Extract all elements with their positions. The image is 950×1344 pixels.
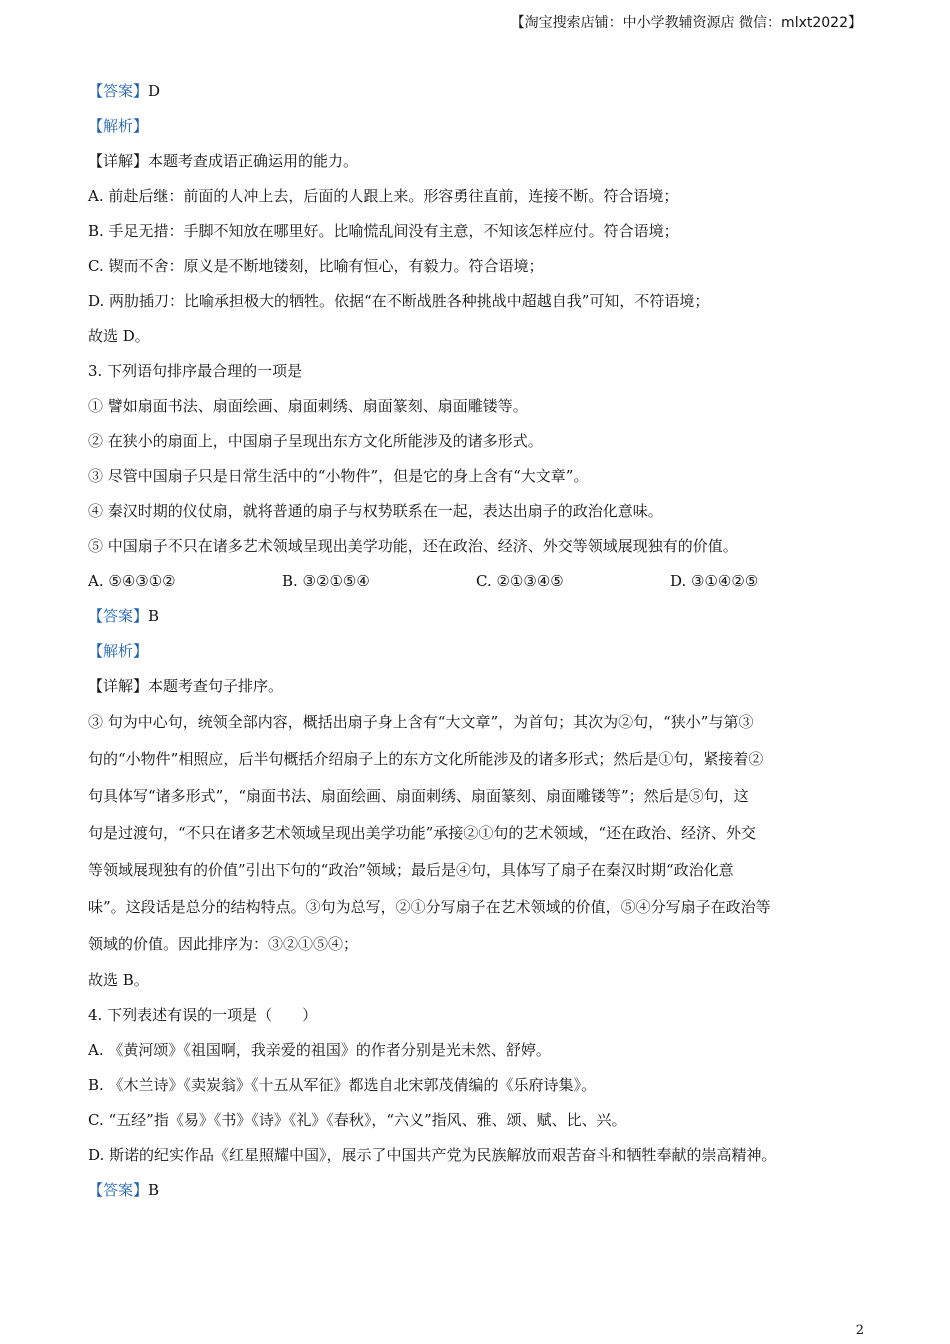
document-body: [88, 74, 868, 1208]
option-b: B. 《木兰诗》《卖炭翁》《十五从军征》都选自北宋郭茂倩编的《乐府诗集》。: [88, 1076, 597, 1094]
answer-tag: 【答案】: [88, 82, 149, 100]
detail-text: 本题考查成语正确运用的能力。: [148, 152, 359, 170]
answer-value: B: [148, 1181, 160, 1199]
option-c: C. “五经”指《易》《书》《诗》《礼》《春秋》，“六义”指风、雅、颂、赋、比、兴。: [88, 1111, 627, 1129]
detail-tag: 【详解】: [88, 677, 149, 695]
explanation-line: D. 两肋插刀：比喻承担极大的牺牲。依据“在不断战胜各种挑战中超越自我”可知，不符语境；: [88, 292, 710, 310]
options-row: [88, 564, 868, 599]
answer-value: D: [148, 82, 161, 100]
paragraph-line: ③ 句为中心句，统领全部内容，概括出扇子身上含有“大文章”，为首句；其次为②句，“狭小”与第③: [88, 713, 754, 731]
option-c: C. ②①③④⑤: [476, 572, 564, 590]
option-d: D. 斯诺的纪实作品《红星照耀中国》，展示了中国共产党为民族解放而艰苦奋斗和牺牲奉献的崇高精神。: [88, 1146, 777, 1164]
option-b: B. ③②①⑤④: [282, 572, 370, 590]
paragraph-line: 句的“小物件”相照应，后半句概括介绍扇子上的东方文化所能涉及的诸多形式；然后是①句，紧接着②: [88, 750, 764, 768]
conclusion-line: 故选 D。: [88, 327, 150, 345]
sentence-item: ① 譬如扇面书法、扇面绘画、扇面刺绣、扇面篆刻、扇面雕镂等。: [88, 397, 528, 415]
paragraph-line: 领域的价值。因此排序为：③②①⑤④；: [88, 935, 359, 953]
analysis-line: [88, 109, 868, 144]
answer-line: [88, 599, 868, 634]
paragraph-line: 句具体写“诸多形式”，“扇面书法、扇面绘画、扇面刺绣、扇面篆刻、扇面雕镂等”；然后是⑤句，这: [88, 787, 749, 805]
answer-tag: 【答案】: [88, 607, 149, 625]
sentence-item: ② 在狭小的扇面上，中国扇子呈现出东方文化所能涉及的诸多形式。: [88, 432, 543, 450]
question-stem: 4. 下列表述有误的一项是（ ）: [88, 1006, 318, 1024]
question-stem: 3. 下列语句排序最合理的一项是: [88, 362, 303, 380]
page-number: 2: [855, 1323, 864, 1338]
paragraph-line: 等领域展现独有的价值”引出下句的“政治”领域；最后是④句，具体写了扇子在秦汉时期“政治化意: [88, 861, 734, 879]
explanation-paragraph: [88, 704, 868, 963]
explanation-line: C. 锲而不舍：原义是不断地镂刻，比喻有恒心，有毅力。符合语境；: [88, 257, 544, 275]
analysis-line: [88, 634, 868, 669]
detail-line: [88, 669, 868, 704]
answer-line: [88, 74, 868, 109]
answer-line: [88, 1173, 868, 1208]
page-header-watermark: 【淘宝搜索店铺：中小学教辅资源店 微信：mlxt2022】: [510, 15, 862, 31]
option-a: A. 《黄河颂》《祖国啊，我亲爱的祖国》的作者分别是光未然、舒婷。: [88, 1041, 551, 1059]
conclusion-line: 故选 B。: [88, 971, 149, 989]
option-a: A. ⑤④③①②: [88, 572, 176, 590]
paragraph-line: 味”。这段话是总分的结构特点。③句为总写，②①分写扇子在艺术领域的价值，⑤④分写扇子在政治等: [88, 898, 771, 916]
explanation-line: B. 手足无措：手脚不知放在哪里好。比喻慌乱间没有主意，不知该怎样应付。符合语境；: [88, 222, 679, 240]
sentence-item: ⑤ 中国扇子不只在诸多艺术领域呈现出美学功能，还在政治、经济、外交等领域展现独有的价值。: [88, 537, 738, 555]
option-d: D. ③①④②⑤: [670, 572, 759, 590]
sentence-item: ④ 秦汉时期的仪仗扇，就将普通的扇子与权势联系在一起，表达出扇子的政治化意味。: [88, 502, 663, 520]
answer-value: B: [148, 607, 160, 625]
sentence-item: ③ 尽管中国扇子只是日常生活中的“小物件”，但是它的身上含有“大文章”。: [88, 467, 589, 485]
explanation-line: A. 前赴后继：前面的人冲上去，后面的人跟上来。形容勇往直前，连接不断。符合语境；: [88, 187, 679, 205]
analysis-tag: 【解析】: [88, 642, 149, 660]
detail-tag: 【详解】: [88, 152, 149, 170]
analysis-tag: 【解析】: [88, 117, 149, 135]
paragraph-line: 句是过渡句，“不只在诸多艺术领域呈现出美学功能”承接②①句的艺术领域，“还在政治、经济、外交: [88, 824, 757, 842]
detail-text: 本题考查句子排序。: [148, 677, 284, 695]
detail-line: [88, 144, 868, 179]
answer-tag: 【答案】: [88, 1181, 149, 1199]
